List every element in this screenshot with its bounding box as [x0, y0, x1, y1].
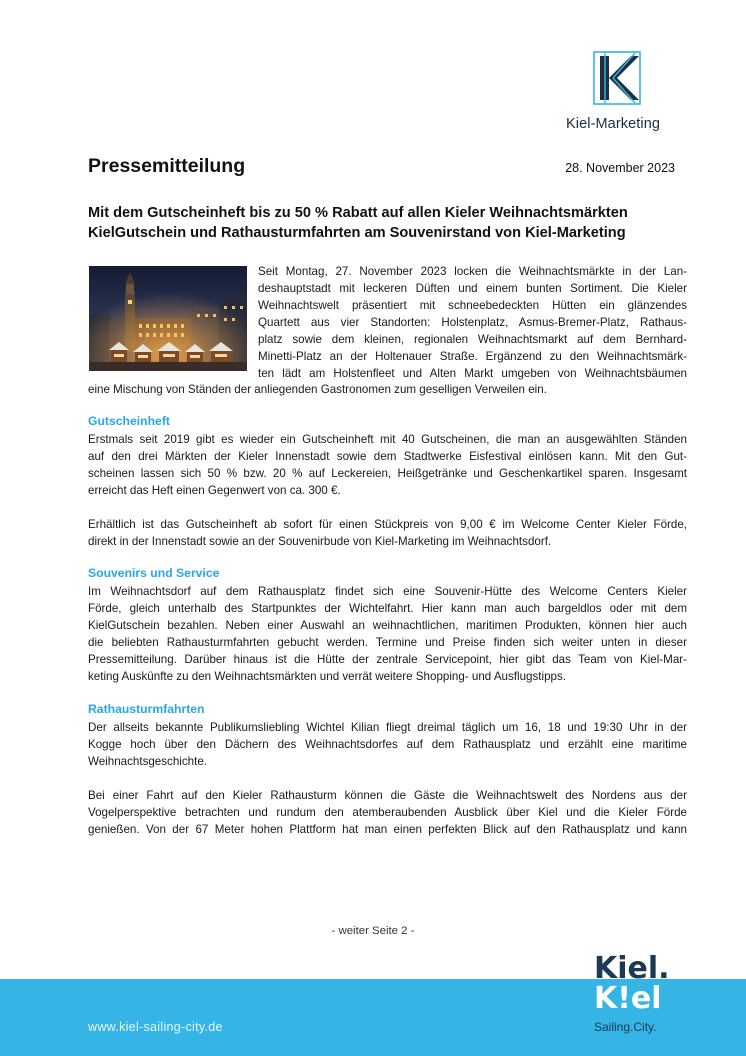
intro-line: Weihnachtswelt präsentiert mit schneebedeckten Hütten ein glänzendes [258, 299, 687, 312]
paragraph-line: genießen. Von der 67 Meter hohen Plattform hat man einen perfekten Blick auf den Rathausplatz und kann [88, 823, 687, 836]
intro-line: eine Mischung von Ständen der anliegenden Gastronomen zum geselligen Verweilen ein. [88, 383, 547, 396]
paragraph-line: keting Auskünfte zu den Weihnachtsmärkten und verrät weitere Shopping- und Ausflugstipps. [88, 670, 566, 683]
paragraph-line: Der allseits bekannte Publikumsliebling Wichtel Kilian fliegt dreimal täglich um 16, 18 und 19:30 Uhr in der [88, 721, 687, 734]
intro-line: Seit Montag, 27. November 2023 locken die Weihnachtsmärkte in der Lan- [258, 265, 687, 278]
intro-line: deshauptstadt mit leckeren Düften und einem bunten Sortiment. Die Kieler [258, 282, 687, 295]
paragraph-line: Vogelperspektive betrachten und rundum den atemberaubenden Ausblick über Kiel und die Kieler Förde [88, 806, 687, 819]
footer-tagline: Sailing.City. [594, 1020, 657, 1034]
footer-url-link[interactable]: www.kiel-sailing-city.de [88, 1020, 223, 1034]
headline-secondary: KielGutschein und Rathausturmfahrten am Souvenirstand von Kiel-Marketing [88, 225, 626, 241]
paragraph-line: die beliebten Rathausturmfahrten gebucht werden. Termine und Preise finden sich weiter unten in dieser [88, 636, 687, 649]
paragraph-line: erreicht das Heft einen Gegenwert von ca. 300 €. [88, 484, 341, 497]
intro-line: ten lädt am Holstenfleet und Alten Markt umgeben von Weihnachtsbäumen [258, 367, 687, 380]
paragraph-line: Pressemitteilung. Darüber hinaus ist die Hütte der zentrale Servicepoint, hier gibt das Team von Kiel-Mar- [88, 653, 687, 666]
intro-line: platz sowie dem kleinen, regionalen Weihnachtsmarkt auf dem Bernhard- [258, 333, 687, 346]
section-heading-gutscheinheft: Gutscheinheft [88, 414, 170, 428]
paragraph-line: auf den drei Märkten der Kieler Innenstadt sowie dem Stadtwerke Eisfestival einlösen kann. Mit den Gut- [88, 450, 687, 463]
paragraph-line: KielGutschein bezahlen. Neben einer Auswahl an weihnachtlichen, maritimen Produkten, können hier auch [88, 619, 687, 632]
section-heading-rathausturmfahrten: Rathausturmfahrten [88, 702, 205, 716]
headline-primary: Mit dem Gutscheinheft bis zu 50 % Rabatt auf allen Kieler Weihnachtsmärkten [88, 205, 628, 221]
paragraph-line: Im Weihnachtsdorf auf dem Rathausplatz findet sich eine Souvenir-Hütte des Welcome Centers Kieler [88, 585, 687, 598]
paragraph-line: Bei einer Fahrt auf den Kieler Rathausturm können die Gäste die Weihnachtswelt des Nordens aus der [88, 789, 687, 802]
page-title: Pressemitteilung [88, 155, 246, 177]
logo-line-kiel-stylized: K!el [594, 981, 662, 1012]
paragraph-line: Weihnachtsgeschichte. [88, 755, 208, 768]
paragraph-line: Förde, gleich unterhalb des Startpunktes der Wichtelfahrt. Hier kann man auch bargeldlos oder mit dem [88, 602, 687, 615]
paragraph-line: direkt in der Innenstadt sowie an der Souvenirbude von Kiel-Marketing im Weihnachtsdorf. [88, 535, 552, 548]
brand-name: Kiel-Marketing [566, 116, 661, 132]
logo-line-kiel: Kiel. [594, 951, 670, 986]
paragraph-line: Kogge hoch über den Dächern des Weihnachtsdorfes auf dem Rathausplatz und erzählt eine maritime [88, 738, 687, 751]
release-date: 28. November 2023 [565, 161, 675, 175]
kiel-sailing-city-logo-icon [592, 950, 678, 1012]
continue-note: - weiter Seite 2 - [331, 925, 415, 937]
section-heading-souvenirs: Souvenirs und Service [88, 566, 220, 580]
paragraph-line: Erstmals seit 2019 gibt es wieder ein Gutscheinheft mit 40 Gutscheinen, die man an ausgewählten Ständen [88, 433, 687, 446]
kiel-marketing-logo-icon [591, 50, 643, 106]
intro-line: Quartett aus vier Standorten: Holstenplatz, Asmus-Bremer-Platz, Rathaus- [258, 316, 687, 329]
intro-line: Minetti-Platz an der Holtenauer Straße. Ergänzend zu den Weihnachtsmärk- [258, 350, 687, 363]
paragraph-line: Erhältlich ist das Gutscheinheft ab sofort für einen Stückpreis von 9,00 € im Welcome Center Kieler Förde, [88, 518, 687, 531]
christmas-market-photo [89, 266, 247, 371]
paragraph-line: scheinen lassen sich 50 % bzw. 20 % auf Leckereien, Heißgetränke und Geschenkartikel sparen. Insgesamt [88, 467, 687, 480]
